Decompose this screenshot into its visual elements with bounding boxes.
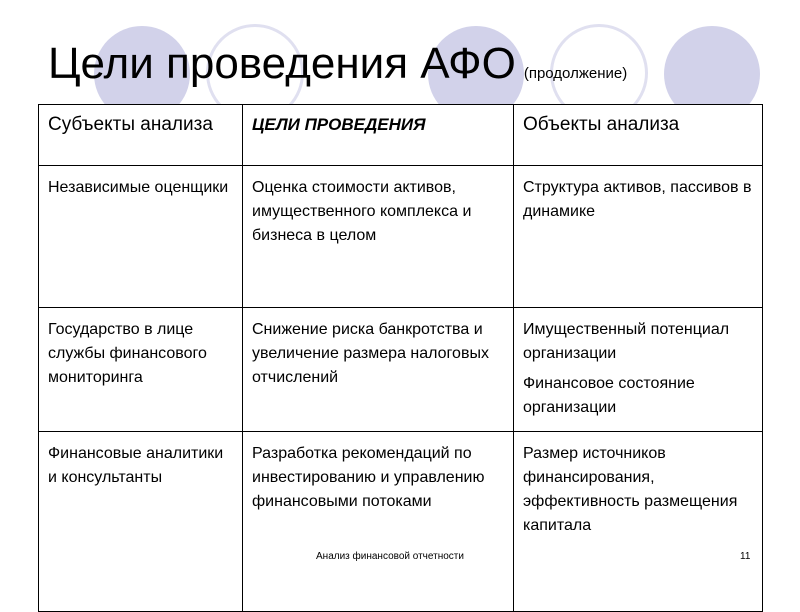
cell-object [514,308,763,432]
table-row [39,166,763,308]
table-row [39,432,763,612]
goals-table [38,104,763,612]
cell-subject: Государство в лице службы финансового мониторинга [39,308,243,432]
cell-goal: Оценка стоимости активов, имущественного комплекса и бизнеса в целом [243,166,514,308]
page-number: 11 [740,551,751,562]
header-subjects: Субъекты анализа [39,105,243,166]
cell-goal: Разработка рекомендаций по инвестированию и управлению финансовыми потоками [243,432,514,612]
cell-subject: Финансовые аналитики и консультанты [39,432,243,612]
slide-footer: Анализ финансовой отчетности [316,551,464,562]
object-item: Финансовое состояние организации [523,375,695,416]
cell-subject: Независимые оценщики [39,166,243,308]
object-item: Размер источников финансирования, эффективность размещения капитала [523,445,738,534]
slide-subtitle: (продолжение) [523,65,628,82]
cell-object [514,166,763,308]
cell-goal: Снижение риска банкротства и увеличение размера налоговых отчислений [243,308,514,432]
header-goals: ЦЕЛИ ПРОВЕДЕНИЯ [243,105,514,166]
slide-title: Цели проведения АФО [48,39,516,88]
slide-title-block [48,38,627,100]
table-header-row [39,105,763,166]
cell-object [514,432,763,612]
object-item: Имущественный потенциал организации [523,321,730,362]
table-row [39,308,763,432]
object-item: Структура активов, пассивов в динамике [523,179,752,220]
header-objects: Объекты анализа [514,105,763,166]
